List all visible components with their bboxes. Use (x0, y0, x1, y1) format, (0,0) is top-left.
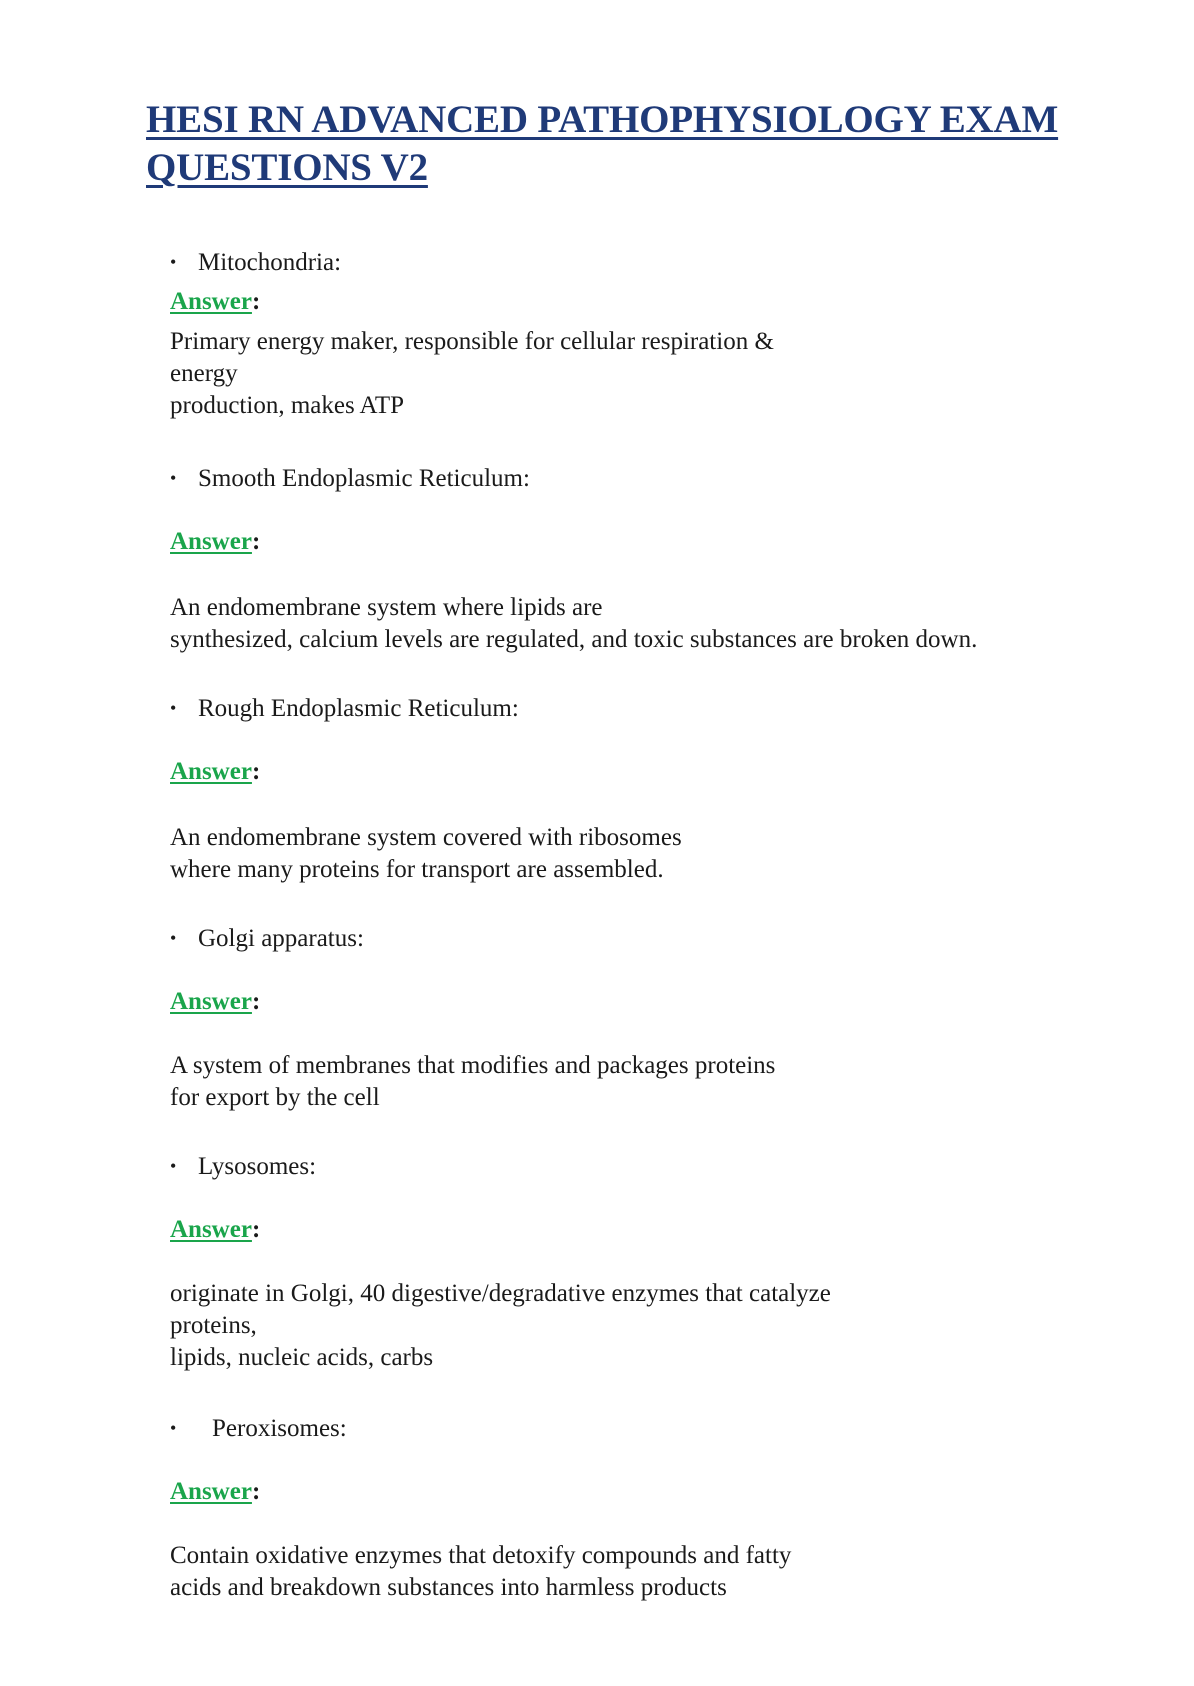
answer-label (170, 1476, 260, 1508)
question-lysosomes (170, 1150, 316, 1183)
answer-word: Answer (170, 1478, 252, 1505)
bullet-icon: • (170, 1418, 177, 1438)
answer-line: Contain oxidative enzymes that detoxify compounds and fatty (170, 1542, 792, 1569)
answer-text-peroxisomes (170, 1540, 791, 1604)
answer-word: Answer (170, 528, 252, 555)
question-smooth-er (170, 462, 530, 495)
answer-line: An endomembrane system where lipids are (170, 594, 603, 621)
answer-line: An endomembrane system covered with ribosomes (170, 824, 682, 851)
question-mitochondria (170, 246, 341, 279)
question-peroxisomes (170, 1412, 347, 1445)
answer-line: production, makes ATP (170, 392, 405, 419)
question-text: Peroxisomes: (212, 1415, 347, 1442)
question-text: Golgi apparatus: (198, 925, 364, 952)
document-title: HESI RN ADVANCED PATHOPHYSIOLOGY EXAM QUESTIONS V2 (146, 98, 1059, 189)
answer-line: for export by the cell (170, 1084, 380, 1111)
answer-label (170, 986, 260, 1018)
answer-line: synthesized, calcium levels are regulated, and toxic substances are broken down. (170, 626, 978, 653)
answer-colon: : (251, 1216, 261, 1243)
answer-label (170, 1214, 260, 1246)
bullet-icon: • (170, 928, 177, 948)
question-rough-er (170, 692, 519, 725)
answer-label (170, 526, 260, 558)
bullet-icon: • (170, 698, 177, 718)
answer-line: energy (170, 360, 238, 387)
bullet-icon: • (170, 468, 177, 488)
answer-colon: : (251, 528, 261, 555)
answer-colon: : (251, 1478, 261, 1505)
answer-line: acids and breakdown substances into harmless products (170, 1574, 727, 1601)
answer-word: Answer (170, 288, 252, 315)
answer-line: lipids, nucleic acids, carbs (170, 1344, 434, 1371)
answer-line: A system of membranes that modifies and packages proteins (170, 1052, 776, 1079)
question-golgi (170, 922, 364, 955)
bullet-icon: • (170, 252, 177, 272)
answer-text-golgi (170, 1050, 775, 1114)
question-text: Lysosomes: (198, 1153, 317, 1180)
answer-colon: : (251, 988, 261, 1015)
question-text: Rough Endoplasmic Reticulum: (198, 695, 519, 722)
question-text: Smooth Endoplasmic Reticulum: (198, 465, 530, 492)
answer-word: Answer (170, 758, 252, 785)
answer-label (170, 756, 260, 788)
answer-text-smooth-er (170, 592, 977, 656)
answer-word: Answer (170, 1216, 252, 1243)
answer-colon: : (251, 758, 261, 785)
answer-word: Answer (170, 988, 252, 1015)
answer-line: Primary energy maker, responsible for cellular respiration & (170, 328, 774, 355)
answer-line: originate in Golgi, 40 digestive/degradative enzymes that catalyze (170, 1280, 831, 1307)
answer-text-lysosomes (170, 1278, 831, 1374)
answer-label (170, 286, 260, 318)
answer-text-mitochondria (170, 326, 774, 422)
bullet-icon: • (170, 1156, 177, 1176)
answer-colon: : (251, 288, 261, 315)
answer-text-rough-er (170, 822, 682, 886)
answer-line: proteins, (170, 1312, 257, 1339)
question-text: Mitochondria: (198, 249, 342, 276)
answer-line: where many proteins for transport are assembled. (170, 856, 664, 883)
